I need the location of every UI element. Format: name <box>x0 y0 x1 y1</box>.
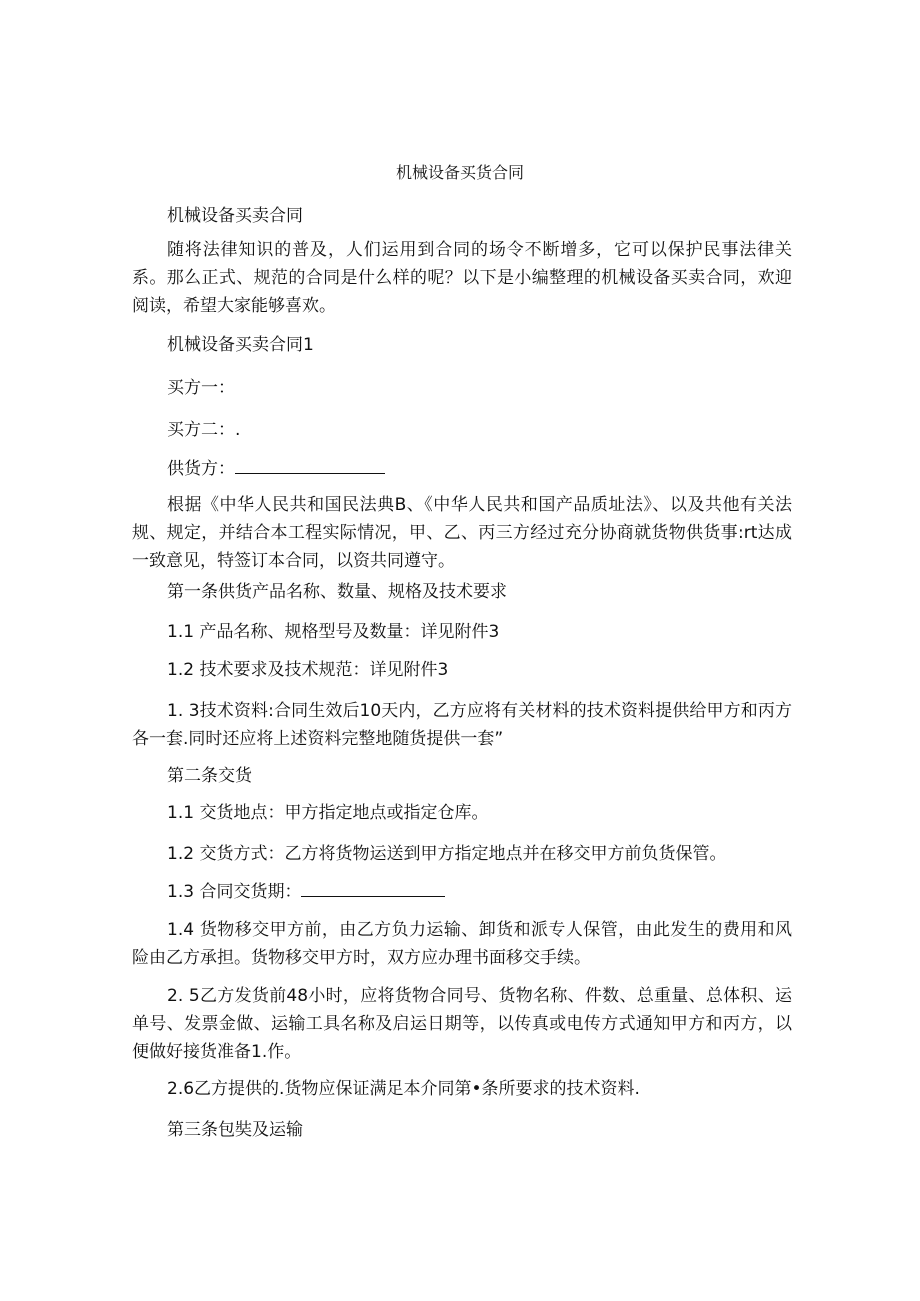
article-2-4: 1.4 货物移交甲方前，由乙方负力运输、卸货和派专人保管，由此发生的费用和风险由乙方承担。货物移交甲方时，双方应办理书面移交手续。 <box>132 920 792 968</box>
article-1-title: 第一条供货产品名称、数量、规格及技术要求 <box>167 582 507 602</box>
article-2-3: 1.3 合同交货期： <box>167 882 302 902</box>
article-2-5: 2. 5乙方发货前48小时，应将货物合同号、货物名称、件数、总重量、总体积、运单号、发票金做、运输工具名称及启运日期等，以传真或电传方式通知甲方和丙方，以便做好接货准备1.作。 <box>132 986 792 1062</box>
buyer-one-line: 买方一： <box>167 378 235 398</box>
basis-paragraph: 根据《中华人民共和国民法典B、《中华人民共和国产品质址法》、以及共他有关法规、规定，并结合本工程实际情况，甲、乙、丙三方经过充分协商就货物供货事:rt达成一致意见，特签订本合同，以资共同遵守。 <box>132 495 792 571</box>
article-3-title: 第三条包奘及运输 <box>167 1120 303 1140</box>
article-1-2: 1.2 技术要求及技术规范：详见附件3 <box>167 660 449 680</box>
intro-paragraph: 随将法律知识的普及，人们运用到合同的场令不断增多，它可以保护民事法律关系。那么正式、规范的合同是什么样的呢？以下是小编整理的机械设备买卖合同，欢迎阅读，希望大家能够喜欢。 <box>132 240 792 316</box>
article-2-6: 2.6乙方提供的.货物应保证满足本介同第•条所要求的技术资料. <box>167 1079 640 1099</box>
article-2-2: 1.2 交货方式：乙方将货物运送到甲方指定地点并在移交甲方前负货保管。 <box>167 844 727 864</box>
document-subtitle: 机械设备买卖合同 <box>167 206 303 226</box>
buyer-two-line: 买方二：. <box>167 420 241 440</box>
supplier-blank <box>235 455 385 474</box>
document-title: 机械设备买货合同 <box>395 163 524 182</box>
article-1-1: 1.1 产品名称、规格型号及数量：详见附件3 <box>167 622 500 642</box>
supplier-label: 供货方： <box>167 459 235 479</box>
article-2-1: 1.1 交货地点：甲方指定地点或指定仓库。 <box>167 803 489 823</box>
contract-heading: 机械设备买卖合同1 <box>167 335 314 355</box>
article-2-3-line <box>132 878 792 906</box>
delivery-date-blank <box>301 878 445 897</box>
supplier-line <box>132 455 792 483</box>
article-2-title: 第二条交货 <box>167 766 252 786</box>
article-1-3: 1. 3技术资料:合同生效后10天内，乙方应将有关材料的技术资料提供给甲方和丙方各一套.同时还应将上述资料完整地随货提供一套” <box>132 701 792 749</box>
